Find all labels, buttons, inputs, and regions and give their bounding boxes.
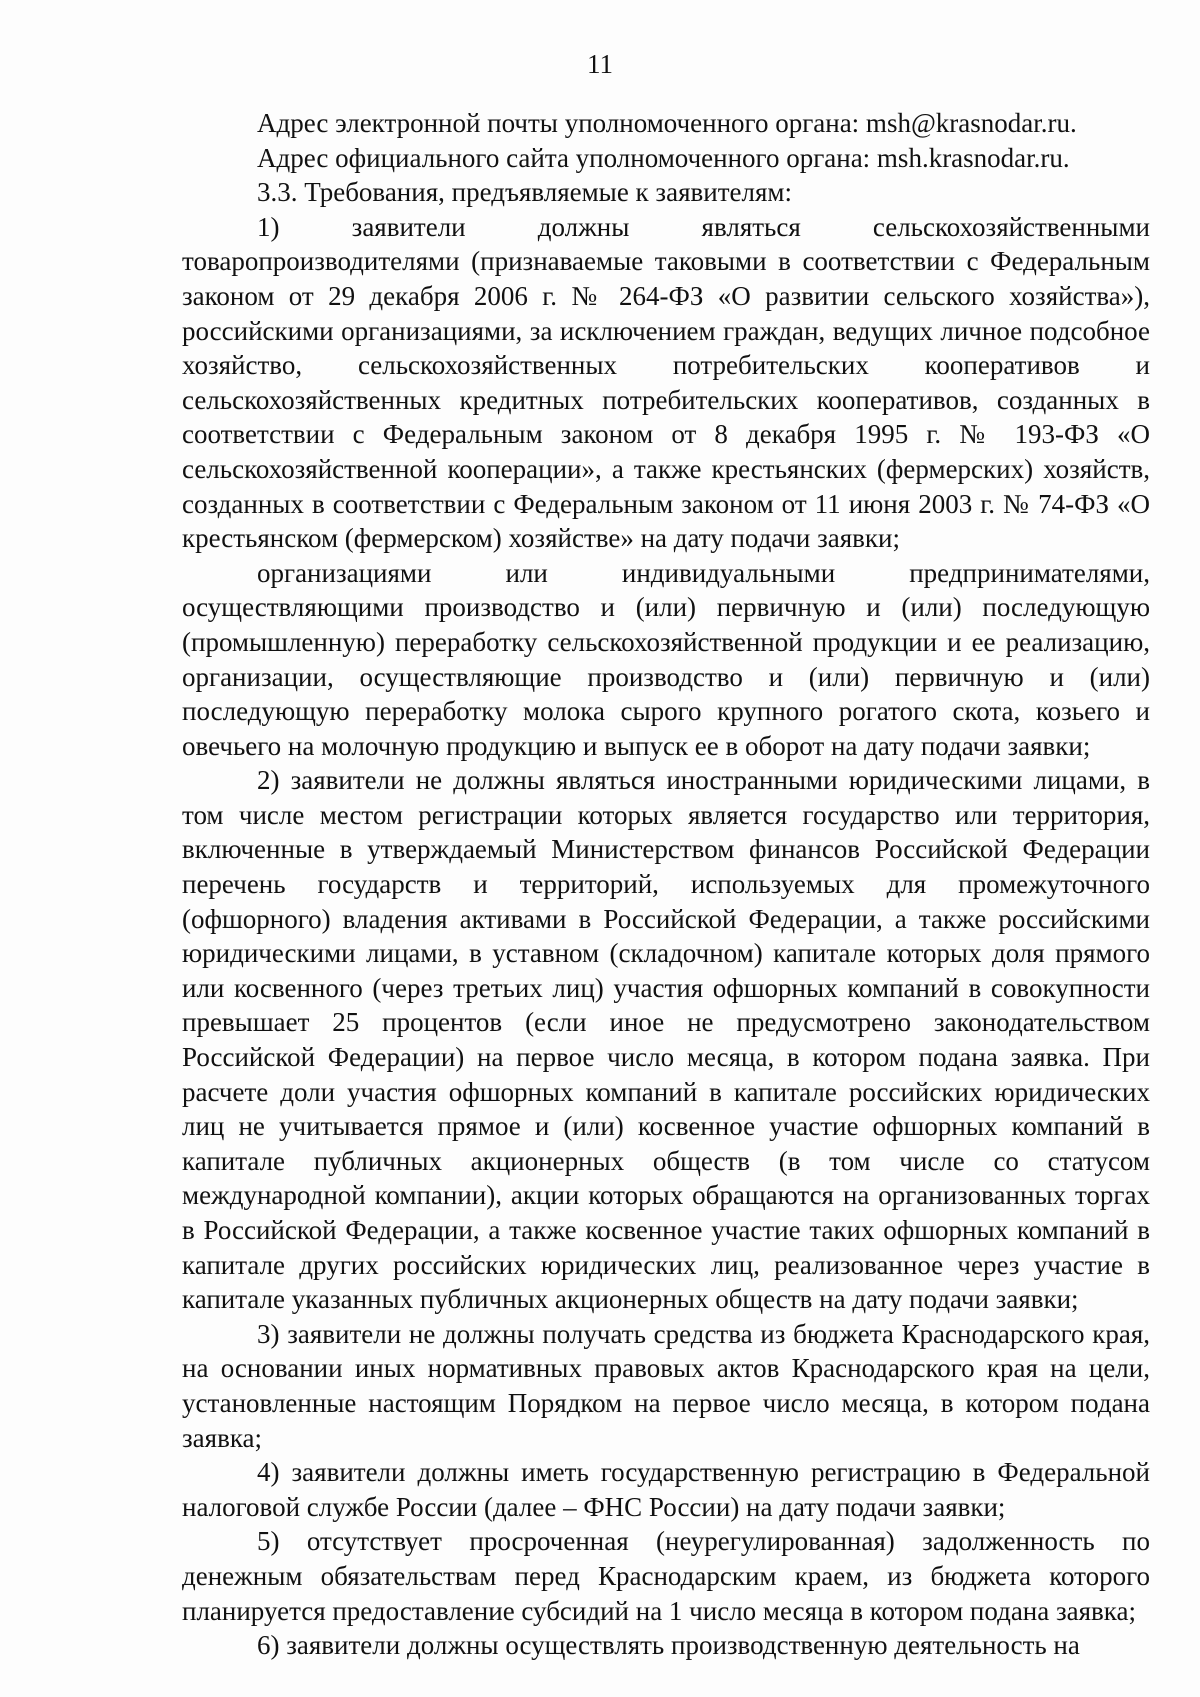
paragraph-requirement-3: 3) заявители не должны получать средства из бюджета Краснодарского края, на основании иных нормативных правовых актов Краснодарского края на цели, установленные настоящим Порядком на первое число месяца, в котором подана заявка; xyxy=(182,1318,1150,1453)
paragraph-website: Адрес официального сайта уполномоченного органа: msh.krasnodar.ru. xyxy=(257,142,1070,173)
paragraph-requirement-6: 6) заявители должны осуществлять производственную деятельность на xyxy=(257,1630,1080,1661)
paragraph-requirement-2: 2) заявители не должны являться иностранными юридическими лицами, в том числе местом регистрации которых является государство или территория, включенные в утверждаемый Министерством финансов Российской Федерации перечень государств и территорий, используемых для промежуточного (офшорного) владения активами в Российской Федерации, а также российскими юридическими лицами, в уставном (складочном) капитале которых доля прямого или косвенного (через третьих лиц) участия офшорных компаний в совокупности превышает 25 процентов (если иное не предусмотрено законодательством Российской Федерации) на первое число месяца, в котором подана заявка. При расчете доли участия офшорных компаний в капитале российских юридических лиц не учитывается прямое и (или) косвенное участие офшорных компаний в капитале публичных акционерных обществ (в том числе со статусом международной компании), акции которых обращаются на организованных торгах в Российской Федерации, а также косвенное участие таких офшорных компаний в капитале других российских юридических лиц, реализованное через участие в капитале указанных публичных акционерных обществ на дату подачи заявки; xyxy=(182,765,1150,1315)
paragraph-requirement-1-continued: организациями или индивидуальными предпринимателями, осуществляющими производство и (или) первичную и (или) последующую (промышленную) переработку сельскохозяйственной продукции и ее реализацию, организации, осуществляющие производство и (или) первичную и (или) последующую переработку молока сырого крупного рогатого скота, козьего и овечьего на молочную продукцию и выпуск ее в оборот на дату подачи заявки; xyxy=(182,557,1150,761)
document-body xyxy=(182,106,1150,1663)
paragraph-requirement-5: 5) отсутствует просроченная (неурегулированная) задолженность по денежным обязательствам перед Краснодарским краем, из бюджета которого планируется предоставление субсидий на 1 число месяца в котором подана заявка; xyxy=(182,1526,1150,1626)
paragraph-requirement-4: 4) заявители должны иметь государственную регистрацию в Федеральной налоговой службе России (далее – ФНС России) на дату подачи заявки; xyxy=(182,1457,1150,1522)
paragraph-requirement-1: 1) заявители должны являться сельскохозяйственными товаропроизводителями (признаваемые таковыми в соответствии с Федеральным законом от 29 декабря 2006 г. № 264-ФЗ «О развитии сельского хозяйства»), российскими организациями, за исключением граждан, ведущих личное подсобное хозяйство, сельскохозяйственных потребительских кооперативов и сельскохозяйственных кредитных потребительских кооперативов, созданных в соответствии с Федеральным законом от 8 декабря 1995 г. № 193-ФЗ «О сельскохозяйственной кооперации», а также крестьянских (фермерских) хозяйств, созданных в соответствии с Федеральным законом от 11 июня 2003 г. № 74-ФЗ «О крестьянском (фермерском) хозяйстве» на дату подачи заявки; xyxy=(182,211,1150,554)
page-number: 11 xyxy=(587,49,613,79)
paragraph-section-heading: 3.3. Требования, предъявляемые к заявителям: xyxy=(257,177,792,208)
paragraph-email: Адрес электронной почты уполномоченного органа: msh@krasnodar.ru. xyxy=(257,108,1077,138)
